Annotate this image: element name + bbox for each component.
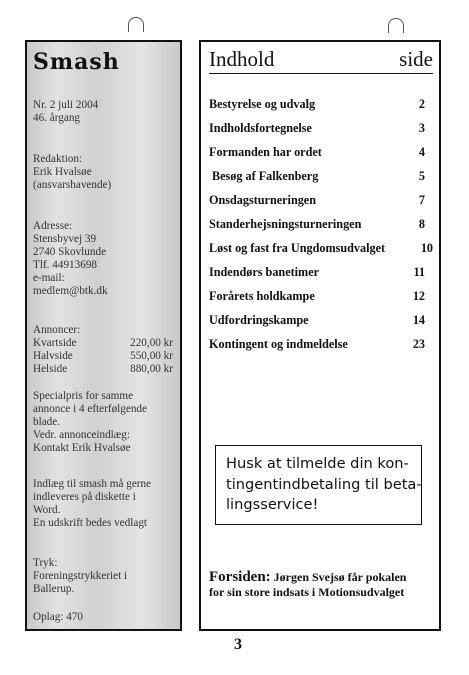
address-city: 2740 Skovlunde: [33, 246, 107, 258]
toc-item[interactable]: [209, 312, 433, 336]
punch-hole-left: [128, 17, 144, 32]
toc-title: Formanden har ordet: [209, 145, 322, 159]
toc-title: Bestyrelse og udvalg: [209, 97, 316, 111]
submission-info: [33, 478, 178, 530]
printer-line: Ballerup.: [33, 583, 75, 595]
ad-contact: Kontakt Erik Hvalsøe: [33, 442, 131, 454]
toc-page: 8: [418, 217, 425, 231]
toc-page: 11: [413, 265, 425, 279]
address-street: Stensbyvej 39: [33, 233, 97, 245]
ad-size: Helside: [33, 363, 68, 375]
cover-line-1: Jørgen Svejsø får pokalen: [273, 570, 407, 584]
toc-page: 10: [420, 241, 433, 255]
ads-label: Annoncer:: [33, 324, 81, 336]
toc-title: Kontingent og indmeldelse: [209, 337, 348, 351]
toc-page: 7: [418, 193, 425, 207]
contents-list: [209, 96, 433, 360]
printer-line: Foreningstrykkeriet i: [33, 570, 128, 582]
submission-line: Word.: [33, 504, 61, 516]
ad-price-row: [33, 350, 173, 363]
colophon-sidebar: [25, 40, 182, 631]
toc-item[interactable]: [209, 192, 433, 216]
ad-price: 220,00 kr: [130, 337, 173, 349]
toc-item[interactable]: [209, 144, 433, 168]
submission-line: Indlæg til smash må gerne: [33, 478, 152, 490]
punch-hole-right: [388, 18, 404, 33]
cover-caption: [209, 570, 437, 600]
email-link[interactable]: medlem@btk.dk: [33, 285, 108, 297]
toc-page: 2: [418, 97, 425, 111]
reminder-line: lingsservice!: [226, 496, 319, 513]
email-label: e-mail:: [33, 272, 65, 284]
editor-role: (ansvarshavende): [33, 179, 112, 191]
ad-price: 550,00 kr: [130, 350, 173, 362]
toc-item[interactable]: [209, 216, 433, 240]
ad-price: 880,00 kr: [130, 363, 173, 375]
toc-item[interactable]: [209, 264, 433, 288]
special-line: blade.: [33, 416, 61, 428]
toc-title: Indholdsfortegnelse: [209, 121, 312, 135]
reminder-line: tingentindbetaling til beta-: [226, 475, 422, 493]
toc-title: Udfordringskampe: [209, 313, 309, 327]
smash-logo: Smash: [33, 49, 120, 75]
toc-title: Forårets holdkampe: [209, 289, 315, 303]
cover-line-2: for sin store indsats i Motionsudvalget: [209, 585, 405, 599]
address-info: [33, 220, 178, 298]
contents-header: [209, 48, 433, 70]
toc-item[interactable]: [209, 240, 433, 264]
toc-title: Indendørs banetimer: [209, 265, 320, 279]
header-rule: [209, 73, 433, 74]
page-number: 3: [234, 636, 242, 653]
address-phone: Tlf. 44913698: [33, 259, 98, 271]
toc-title: Standerhejsningsturneringen: [209, 217, 362, 231]
toc-page: 4: [418, 145, 425, 159]
editor-name: Erik Hvalsøe: [33, 166, 92, 178]
contents-title: Indhold: [209, 47, 275, 71]
ad-contact-label: Vedr. annonceindlæg:: [33, 429, 130, 441]
submission-line: indleveres på diskette i: [33, 491, 136, 503]
ad-size: Halvside: [33, 350, 73, 362]
circulation: [33, 611, 178, 624]
contents-panel: [199, 40, 441, 631]
special-offer: [33, 390, 178, 455]
toc-title: Onsdagsturneringen: [209, 193, 316, 207]
issue-volume: 46. årgang: [33, 112, 81, 124]
circulation-text: Oplag: 470: [33, 611, 84, 623]
toc-page: 23: [412, 337, 425, 351]
editorial-label: Redaktion:: [33, 153, 83, 165]
page-column-label: side: [399, 47, 433, 71]
ad-price-row: [33, 363, 173, 376]
editorial-info: [33, 153, 178, 192]
special-line: Specialpris for samme: [33, 390, 134, 402]
submission-line: En udskrift bedes vedlagt: [33, 517, 148, 529]
printer-info: [33, 557, 178, 596]
toc-item[interactable]: [209, 168, 433, 192]
toc-item[interactable]: [209, 120, 433, 144]
reminder-box: [215, 445, 422, 525]
toc-title: Løst og fast fra Ungdomsudvalget: [209, 241, 386, 255]
issue-info: [33, 99, 178, 125]
issue-number: Nr. 2 juli 2004: [33, 99, 99, 111]
toc-page: 12: [412, 289, 425, 303]
ad-prices: [33, 324, 178, 376]
toc-item[interactable]: [209, 96, 433, 120]
special-line: annonce i 4 efterfølgende: [33, 403, 147, 415]
toc-item[interactable]: [209, 336, 433, 360]
ad-size: Kvartside: [33, 337, 77, 349]
toc-item[interactable]: [209, 288, 433, 312]
toc-page: 3: [418, 121, 425, 135]
reminder-line: Husk at tilmelde din kon-: [226, 455, 409, 472]
toc-title: Besøg af Falkenberg: [212, 169, 319, 183]
printer-label: Tryk:: [33, 557, 58, 569]
address-label: Adresse:: [33, 220, 73, 232]
cover-label: Forsiden:: [209, 569, 271, 585]
toc-page: 14: [412, 313, 425, 327]
ad-price-row: [33, 337, 173, 350]
toc-page: 5: [418, 169, 425, 183]
